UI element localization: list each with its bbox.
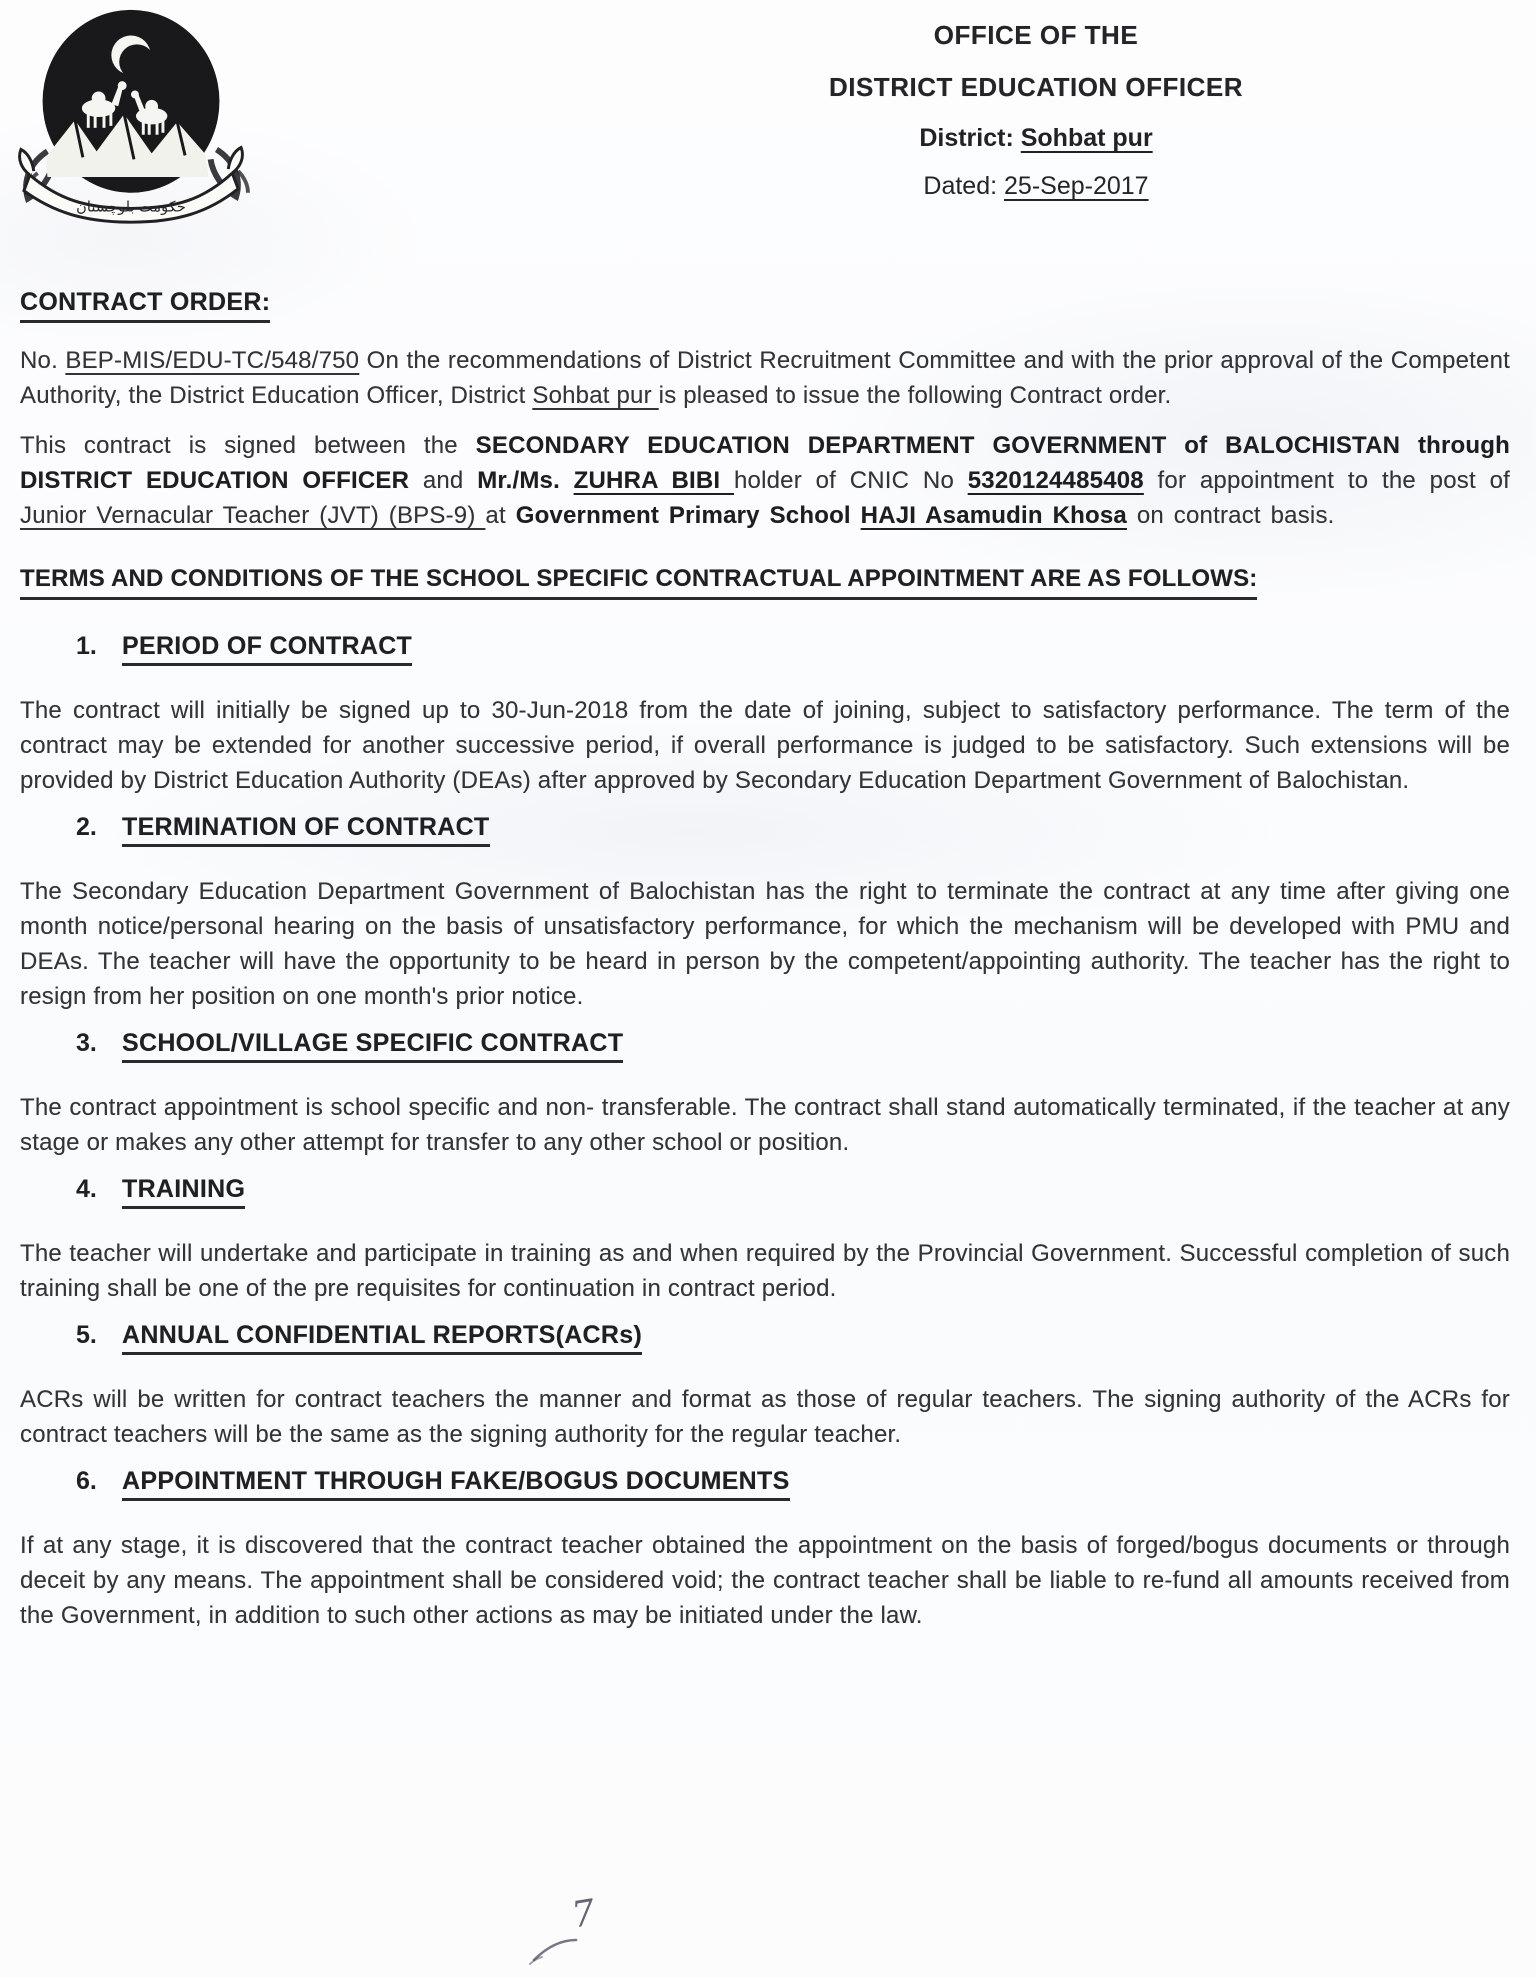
section-annual-confidential-reports	[20, 1321, 1510, 1452]
section-heading	[76, 1029, 1510, 1058]
handwritten-page-number-mark	[520, 1886, 650, 1972]
section-number: 5.	[76, 1321, 97, 1349]
section-body: The Secondary Education Department Government of Balochistan has the right to terminate the contract at any time after giving one month notice/personal hearing on the basis of unsatisfactory performance, for which the mechanism will be developed with PMU and DEAs. The teacher will have the opportunity to be heard in person by the competent/appointing authority. The teacher has the right to resign from her position on one month's prior notice.	[20, 878, 1510, 1010]
salutation: Mr./Ms.	[477, 467, 574, 494]
text-segment: On the recommendations of District Recruitment Committee and with the prior approval of the Competent Authority, the District Education Officer, District	[20, 347, 1510, 409]
section-heading	[76, 813, 1510, 842]
section-title: TERMINATION OF CONTRACT	[122, 813, 490, 847]
text-segment: This contract is signed between the	[20, 432, 476, 459]
section-title: APPOINTMENT THROUGH FAKE/BOGUS DOCUMENTS	[122, 1467, 790, 1501]
school-name: HAJI Asamudin Khosa	[860, 502, 1127, 529]
district-value: Sohbat pur	[1020, 124, 1153, 152]
section-number: 6.	[76, 1467, 97, 1495]
section-title: SCHOOL/VILLAGE SPECIFIC CONTRACT	[122, 1029, 623, 1063]
section-heading	[76, 632, 1510, 661]
section-school-village-specific	[20, 1029, 1510, 1160]
section-body: The contract appointment is school specific and non- transferable. The contract shall stand automatically terminated, if the teacher at any stage or makes any other attempt for transfer to any other school or position.	[20, 1094, 1510, 1156]
handwritten-seven: 7	[568, 1892, 598, 1937]
emblem-banner-urdu-text: حکومت بلوچستان	[76, 199, 186, 216]
teacher-name: ZUHRA BIBI	[573, 467, 734, 494]
section-body: If at any stage, it is discovered that the contract teacher obtained the appointment on the basis of forged/bogus documents or through deceit by any means. The appointment shall be considered void; the contract teacher shall be liable to re-fund all amounts received from the Government, in addition to such other actions as may be initiated under the law.	[20, 1532, 1510, 1629]
text-segment: at	[485, 502, 516, 529]
text-segment: No.	[20, 347, 66, 374]
cnic-number: 5320124485408	[967, 467, 1144, 494]
text-segment: is pleased to issue the following Contract order.	[658, 382, 1172, 409]
section-heading	[76, 1175, 1510, 1204]
section-number: 2.	[76, 813, 97, 841]
dated-label: Dated:	[923, 172, 1005, 200]
document-body	[20, 288, 1510, 1648]
order-number: BEP-MIS/EDU-TC/548/750	[65, 347, 360, 374]
text-segment: on contract basis.	[1126, 502, 1335, 529]
text-segment: holder of CNIC No	[733, 467, 968, 494]
post-title: Junior Vernacular Teacher (JVT) (BPS-9)	[20, 502, 486, 529]
office-title-line2: DISTRICT EDUCATION OFFICER	[828, 72, 1244, 102]
terms-and-conditions-heading: TERMS AND CONDITIONS OF THE SCHOOL SPECIFIC CONTRACTUAL APPOINTMENT ARE AS FOLLOWS:	[20, 565, 1257, 600]
balochistan-government-crest-icon	[14, 6, 250, 232]
section-number: 1.	[76, 632, 97, 660]
letterhead-text-block	[772, 20, 1300, 220]
text-segment: and	[409, 467, 478, 494]
crest-svg	[14, 6, 250, 232]
section-fake-bogus-documents	[20, 1467, 1510, 1633]
contract-order-paragraph	[20, 343, 1510, 413]
section-body: The contract will initially be signed up to 30-Jun-2018 from the date of joining, subject to satisfactory performance. The term of the contract may be extended for another successive period, if overall performance is judged to be satisfactory. Such extensions will be provided by District Education Authority (DEAs) after approved by Secondary Education Department Government of Balochistan.	[20, 697, 1510, 794]
text-segment: for appointment to the post of	[1143, 467, 1510, 494]
section-title: ANNUAL CONFIDENTIAL REPORTS(ACRs)	[122, 1321, 642, 1355]
district-label: District:	[919, 124, 1021, 152]
section-title: PERIOD OF CONTRACT	[122, 632, 412, 666]
school-type: Government Primary School	[515, 502, 861, 529]
section-title: TRAINING	[122, 1175, 245, 1209]
section-termination-of-contract	[20, 813, 1510, 1014]
section-body: ACRs will be written for contract teachers the manner and format as those of regular teachers. The signing authority of the ACRs for contract teachers will be the same as the signing authority for the regular teacher.	[20, 1386, 1510, 1448]
dated-line	[772, 172, 1300, 201]
contract-order-heading: CONTRACT ORDER:	[20, 288, 270, 323]
section-heading	[76, 1467, 1510, 1496]
section-heading	[76, 1321, 1510, 1350]
department-name: SECONDARY EDUCATION DEPARTMENT GOVERNMENT of BALOCHISTAN through DISTRICT EDUCATION OFFICER	[20, 432, 1510, 494]
district-name: Sohbat pur	[532, 382, 659, 409]
section-number: 3.	[76, 1029, 97, 1057]
signing-parties-paragraph	[20, 428, 1510, 533]
section-body: The teacher will undertake and participate in training as and when required by the Provincial Government. Successful completion of such training shall be one of the pre requisites for continuation in contract period.	[20, 1240, 1510, 1302]
district-line	[772, 124, 1300, 153]
dated-value: 25-Sep-2017	[1004, 172, 1149, 200]
section-training	[20, 1175, 1510, 1306]
section-period-of-contract	[20, 632, 1510, 798]
section-number: 4.	[76, 1175, 97, 1203]
office-title-line1: OFFICE OF THE	[933, 20, 1139, 50]
